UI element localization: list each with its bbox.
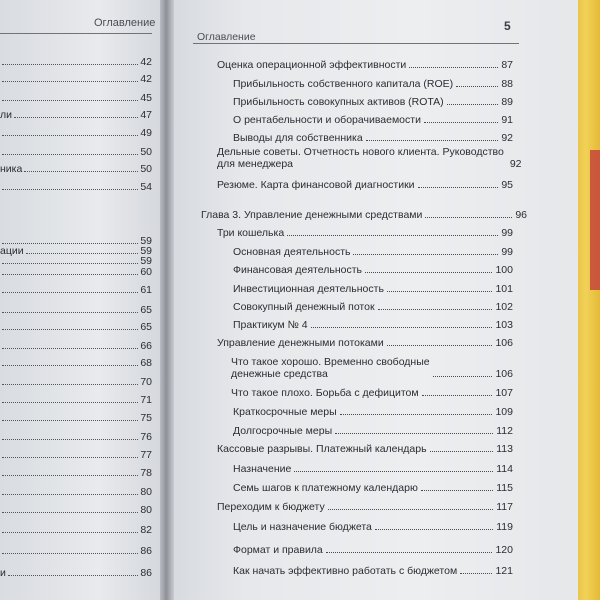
left-toc-row: [0, 463, 152, 479]
left-toc-text: ли: [0, 109, 12, 121]
left-toc-row: [0, 482, 152, 498]
leader-dots: [2, 154, 138, 155]
toc-entry-title: Переходим к бюджету: [217, 501, 325, 513]
toc-entry-title: О рентабельности и оборачиваемости: [233, 114, 421, 126]
toc-entry-title: Три кошелька: [217, 227, 285, 239]
toc-entry-page: 101: [495, 283, 513, 295]
left-toc-row: [0, 123, 152, 139]
leader-dots: [387, 345, 493, 346]
left-toc-page: 77: [140, 449, 152, 461]
leader-dots: [2, 329, 138, 330]
left-toc-row: [0, 372, 152, 388]
toc-entry-title: Цель и назначение бюджета: [233, 521, 372, 533]
toc-entry-title: Совокупный денежный поток: [233, 301, 375, 313]
toc-entry-title-line: Что такое хорошо. Временно свободные: [231, 356, 430, 368]
leader-dots: [2, 457, 138, 458]
left-toc-page: 86: [140, 567, 152, 579]
toc-entry: [217, 495, 513, 513]
toc-entry-page: 106: [495, 337, 513, 349]
toc-entry-page: 87: [501, 59, 513, 71]
left-toc-page: 80: [140, 486, 152, 498]
toc-entry-page: 120: [495, 544, 513, 556]
left-toc-page: 49: [140, 127, 152, 139]
toc-entry-page: 113: [496, 443, 513, 455]
left-toc-page: 42: [140, 73, 152, 85]
toc-entry-page: 115: [496, 482, 513, 494]
toc-entry-title: Практикум № 4: [233, 319, 308, 331]
toc-entry: [233, 515, 513, 533]
leader-dots: [424, 122, 498, 123]
left-toc-page: 60: [140, 266, 152, 278]
leader-dots: [14, 117, 138, 118]
left-toc-row: [0, 262, 152, 278]
left-toc-row: [0, 105, 152, 121]
toc-entry: [233, 90, 513, 108]
left-toc-row: [0, 88, 152, 104]
left-toc-row: [0, 563, 152, 579]
toc-entry-title: Семь шагов к платежному календарю: [233, 482, 418, 494]
toc-entry-page: 89: [501, 96, 513, 108]
toc-entry-title-line: денежные средства: [231, 368, 328, 380]
left-toc-page: 65: [140, 321, 152, 333]
left-toc-page: 86: [140, 545, 152, 557]
leader-dots: [2, 292, 138, 293]
left-toc-row: [0, 159, 152, 175]
leader-dots: [8, 575, 138, 576]
leader-dots: [375, 529, 493, 530]
left-toc-row: [0, 52, 152, 68]
toc-entry-page: 92: [501, 132, 513, 144]
leader-dots: [425, 217, 512, 218]
right-page-header: Оглавление: [197, 31, 256, 43]
leader-dots: [2, 494, 138, 495]
left-toc-row: [0, 336, 152, 352]
leader-dots: [353, 254, 498, 255]
leader-dots: [387, 291, 493, 292]
toc-entry: [233, 457, 513, 475]
leader-dots: [2, 100, 138, 101]
toc-entry: [233, 313, 513, 331]
toc-entry-title: Как начать эффективно работать с бюджетом: [233, 565, 458, 577]
toc-entry-title: [217, 146, 504, 170]
leader-dots: [294, 471, 493, 472]
leader-dots: [409, 67, 498, 68]
toc-entry-page: 119: [496, 521, 513, 533]
toc-entry-page: 114: [496, 463, 513, 475]
leader-dots: [418, 187, 499, 188]
toc-entry: [217, 221, 513, 239]
toc-entry-page: 92: [509, 158, 522, 170]
left-toc-row: [0, 280, 152, 296]
left-toc-page: 68: [140, 357, 152, 369]
leader-dots: [421, 490, 493, 491]
toc-entry-page: 96: [515, 209, 527, 221]
leader-dots: [2, 189, 138, 190]
toc-entry-page: 88: [501, 78, 513, 90]
left-toc-row: [0, 390, 152, 406]
toc-entry-title: Управление денежными потоками: [217, 337, 384, 349]
toc-entry-page: 99: [501, 227, 513, 239]
left-toc-row: [0, 520, 152, 536]
leader-dots: [2, 532, 138, 533]
toc-entry-title: Формат и правила: [233, 544, 323, 556]
leader-dots: [2, 365, 138, 366]
left-toc-row: [0, 142, 152, 158]
left-toc-page: 59: [140, 235, 152, 247]
leader-dots: [2, 420, 138, 421]
left-toc-page: 42: [140, 56, 152, 68]
leader-dots: [2, 553, 138, 554]
leader-dots: [422, 395, 493, 396]
leader-dots: [365, 272, 492, 273]
right-header-rule: [193, 43, 519, 44]
toc-entry-page: 91: [501, 114, 513, 126]
left-toc-page: 75: [140, 412, 152, 424]
left-toc-page: 50: [140, 163, 152, 175]
toc-entry-title: Что такое плохо. Борьба с дефицитом: [231, 387, 419, 399]
toc-entry-title: Краткосрочные меры: [233, 406, 337, 418]
left-toc-row: [0, 177, 152, 193]
leader-dots: [2, 475, 138, 476]
toc-entry-title-line: Дельные советы. Отчетность нового клиента. Руководство: [217, 146, 504, 158]
leader-dots: [2, 348, 138, 349]
toc-entry-page: 99: [501, 246, 513, 258]
toc-entry: [233, 72, 513, 90]
toc-entry-title: Прибыльность собственного капитала (ROE): [233, 78, 454, 90]
toc-entry-title-line: для менеджера: [217, 158, 293, 170]
toc-entry-title: Прибыльность совокупных активов (ROTA): [233, 96, 444, 108]
left-toc-row: [0, 541, 152, 557]
left-toc-row: [0, 353, 152, 369]
book-edge-yellow: [576, 0, 600, 600]
toc-entry: [217, 140, 522, 170]
book-gutter: [160, 0, 174, 600]
toc-entry-title: Кассовые разрывы. Платежный календарь: [217, 443, 427, 455]
left-toc-page: 66: [140, 340, 152, 352]
leader-dots: [430, 451, 494, 452]
toc-entry: [231, 381, 513, 399]
toc-entry: [217, 331, 513, 349]
leader-dots: [2, 274, 138, 275]
left-toc-page: 70: [140, 376, 152, 388]
toc-entry-title: Финансовая деятельность: [233, 264, 362, 276]
left-toc-page: 76: [140, 431, 152, 443]
toc-entry: [233, 240, 513, 258]
toc-entry-title: Выводы для собственника: [233, 132, 363, 144]
toc-entry-title: Резюме. Карта финансовой диагностики: [217, 179, 415, 191]
toc-entry: [233, 258, 513, 276]
toc-entry-page: 117: [496, 501, 513, 513]
left-toc-page: 61: [140, 284, 152, 296]
leader-dots: [287, 235, 498, 236]
toc-entry: [231, 350, 513, 380]
leader-dots: [378, 309, 493, 310]
leader-dots: [2, 312, 138, 313]
toc-entry-title: Инвестиционная деятельность: [233, 283, 384, 295]
left-toc-row: [0, 427, 152, 443]
leader-dots: [2, 64, 138, 65]
toc-entry-title: Основная деятельность: [233, 246, 351, 258]
leader-dots: [460, 573, 492, 574]
toc-entry: [233, 400, 513, 418]
left-toc-page: 59: [140, 245, 152, 257]
leader-dots: [340, 414, 493, 415]
toc-entry-page: 107: [495, 387, 513, 399]
left-header-rule: [0, 33, 152, 34]
left-toc-page: 50: [140, 146, 152, 158]
left-toc-text: ации: [0, 245, 24, 257]
toc-entry: [233, 108, 513, 126]
toc-entry-page: 102: [495, 301, 513, 313]
toc-entry-page: 109: [495, 406, 513, 418]
toc-entry-title: Долгосрочные меры: [233, 425, 333, 437]
toc-entry: [233, 295, 513, 313]
leader-dots: [447, 104, 499, 105]
left-toc-row: [0, 408, 152, 424]
leader-dots: [2, 135, 138, 136]
toc-entry-title: Назначение: [233, 463, 292, 475]
leader-dots: [326, 552, 493, 553]
left-toc-page: 71: [140, 394, 152, 406]
toc-entry-title: [231, 356, 430, 380]
left-toc-page: 78: [140, 467, 152, 479]
left-toc-row: [0, 69, 152, 85]
toc-chapter: [201, 203, 527, 221]
toc-entry-title: Оценка операционной эффективности: [217, 59, 407, 71]
leader-dots: [311, 327, 493, 328]
toc-chapter-title: Глава 3. Управление денежными средствами: [201, 209, 423, 221]
left-page-header: Оглавление: [94, 17, 156, 29]
left-toc-page: 82: [140, 524, 152, 536]
toc-entry: [217, 53, 513, 71]
leader-dots: [2, 384, 138, 385]
leader-dots: [2, 402, 138, 403]
leader-dots: [433, 376, 493, 377]
leader-dots: [335, 433, 493, 434]
toc-entry: [233, 419, 513, 437]
left-toc-page: 45: [140, 92, 152, 104]
toc-entry: [217, 437, 513, 455]
toc-entry: [233, 538, 513, 556]
left-toc-page: 54: [140, 181, 152, 193]
toc-entry-page: 112: [496, 425, 513, 437]
left-toc-page: 80: [140, 504, 152, 516]
left-toc-text: и: [0, 567, 6, 579]
left-toc-row: [0, 500, 152, 516]
toc-entry: [233, 277, 513, 295]
left-toc-row: [0, 317, 152, 333]
page-number: 5: [504, 19, 511, 33]
leader-dots: [2, 512, 138, 513]
left-toc-page: 59: [140, 255, 152, 267]
book-edge-red: [590, 150, 600, 290]
leader-dots: [328, 509, 494, 510]
left-toc-text: ника: [0, 163, 23, 175]
toc-entry: [233, 476, 513, 494]
leader-dots: [24, 171, 138, 172]
leader-dots: [2, 439, 138, 440]
left-toc-page: 65: [140, 304, 152, 316]
left-toc-row: [0, 300, 152, 316]
toc-entry-page: 100: [495, 264, 513, 276]
toc-entry-page: 106: [495, 368, 513, 380]
toc-entry-page: 103: [495, 319, 513, 331]
toc-entry-page: 121: [495, 565, 513, 577]
toc-entry: [217, 173, 513, 191]
left-toc-page: 47: [140, 109, 152, 121]
leader-dots: [456, 86, 498, 87]
leader-dots: [2, 81, 138, 82]
toc-entry: [233, 559, 513, 577]
toc-entry-page: 95: [501, 179, 513, 191]
left-toc-row: [0, 445, 152, 461]
